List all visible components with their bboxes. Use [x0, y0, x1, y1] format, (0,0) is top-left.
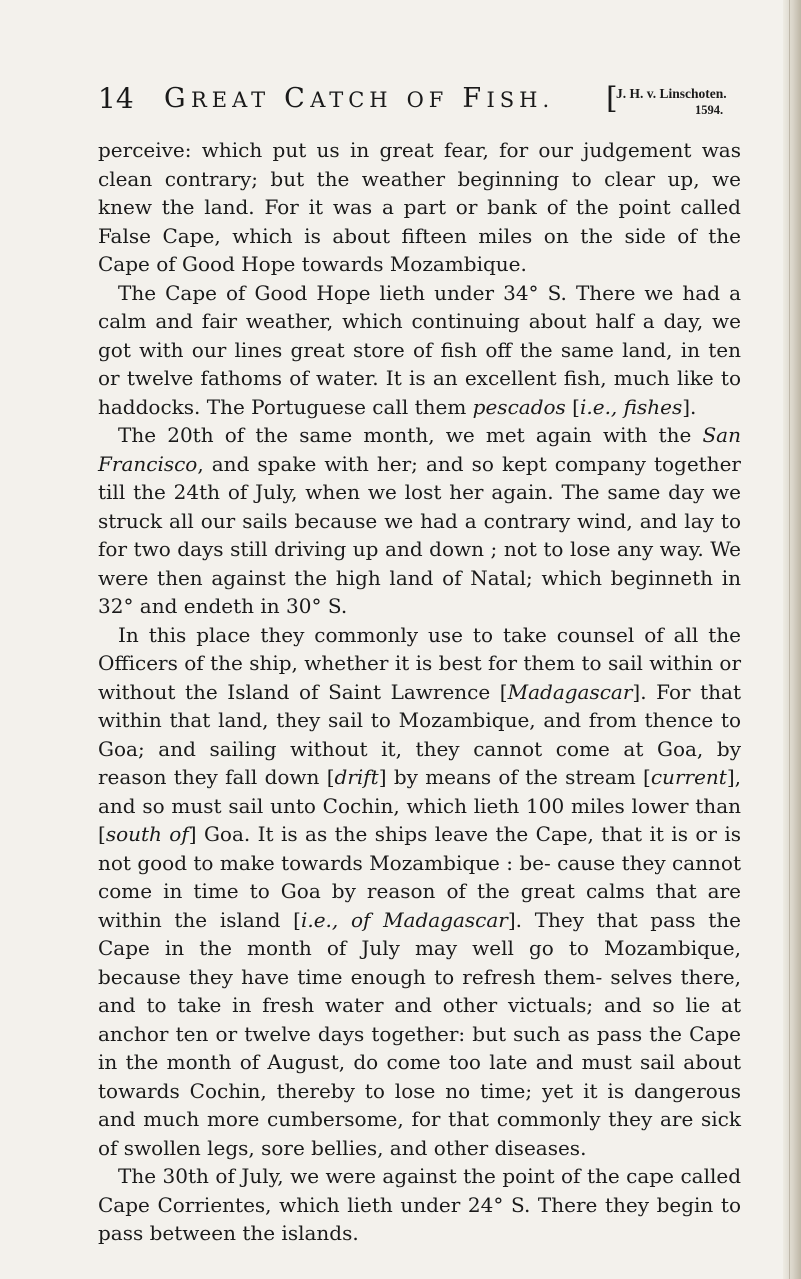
title-initial-c: C — [284, 83, 311, 114]
paragraph-p2 — [98, 279, 741, 422]
paragraph-p5 — [98, 1162, 741, 1248]
sidenote-bracket: [ — [606, 81, 618, 116]
paragraph-p3 — [98, 421, 741, 621]
body-text — [98, 136, 741, 1248]
italic-text: San Francisco — [98, 423, 741, 476]
page-number: 14 — [98, 82, 134, 115]
text-run: [ — [565, 394, 580, 419]
text-run: ] by means of the stream [ — [378, 765, 651, 789]
text-run: In this place they commonly use to take counsel of all the Officers of the ship, whether it is best for them to sail within or without the Island of Saint Lawrence [ — [98, 622, 741, 704]
italic-text: drift — [334, 765, 379, 789]
page-edge-shadow — [783, 0, 801, 1279]
sidenote-author: J. H. v. Linschoten. — [616, 86, 727, 101]
title-rest-atch: ATCH — [310, 88, 393, 112]
title-initial-f: F — [462, 83, 487, 114]
title-rest-ish: ISH. — [486, 88, 555, 112]
italic-text: Madagascar — [507, 679, 633, 704]
text-run: ]. For that within that land, they sail to Mozambique, and from thence to Goa; and sailing without it, they cannot come at Goa, by reason they fall down [ — [98, 679, 741, 789]
paragraph-p1 — [98, 136, 741, 279]
title-rest-reat: REAT — [190, 88, 271, 112]
paragraph-p4 — [98, 621, 741, 1163]
italic-text: i.e., fishes — [579, 394, 683, 419]
text-run: perceive: which put us in great fear, for our judgement was clean contrary; but the weather beginning to clear up, we knew the land. For it was a part or bank of the point called False Cape, which is about fifteen miles on the side of the Cape of Good Hope towards Mozambique. — [98, 138, 741, 276]
text-run: , and spake with her; and so kept company together till the 24th of July, when we lost her again. The same day we struck all our sails because we had a contrary wind, and lay to for two days still driving up and down ; not to lose any way. We were then against the high land of Natal; which beginneth in 32° and endeth in 30° S. — [98, 451, 741, 618]
text-run: The 30th of July, we were against the point of the cape called Cape Corrientes, which lieth under 24° S. There they begin to pass between the islands. — [98, 1164, 741, 1245]
italic-text: pescados — [472, 394, 566, 419]
running-title — [164, 84, 554, 115]
text-run: ] Goa. It is as the ships leave the Cape, that it is or is not good to make towards Mozambique : be- cause they cannot come in time to Goa by reason of the great calms that are within the island [ — [98, 822, 742, 932]
running-header — [98, 82, 738, 124]
text-run: ]. They that pass the Cape in the month of July may well go to Mozambique, because they have time enough to refresh them- selves there, and to take in fresh water and other victuals; and so lie at anchor ten or twelve days together: but such as pass the Cape in the month of August, do come too late and must sail about towards Cochin, thereby to lose no time; yet it is dangerous and much more cumbersome, for that commonly they are sick of swollen legs, sore bellies, and other diseases. — [98, 907, 741, 1160]
sidenote-year: 1594. — [695, 103, 724, 117]
italic-text: current — [650, 765, 727, 789]
text-run: ], and so must sail unto Cochin, which lieth 100 miles lower than [ — [98, 765, 741, 846]
text-run: ]. — [682, 394, 697, 419]
italic-text: i.e., of Madagascar — [300, 907, 508, 932]
title-word-of: OF — [406, 88, 449, 112]
text-run: The 20th of the same month, we met again with the — [118, 423, 703, 447]
italic-text: south of — [105, 822, 189, 846]
text-run: The Cape of Good Hope lieth under 34° S. There we had a calm and fair weather, which continuing about half a day, we got with our lines great store of fish off the same land, in ten or twelve fathoms of water. It is an excellent fish, much like to haddocks. The Portuguese call them — [98, 280, 741, 419]
title-initial-g: G — [164, 83, 191, 114]
